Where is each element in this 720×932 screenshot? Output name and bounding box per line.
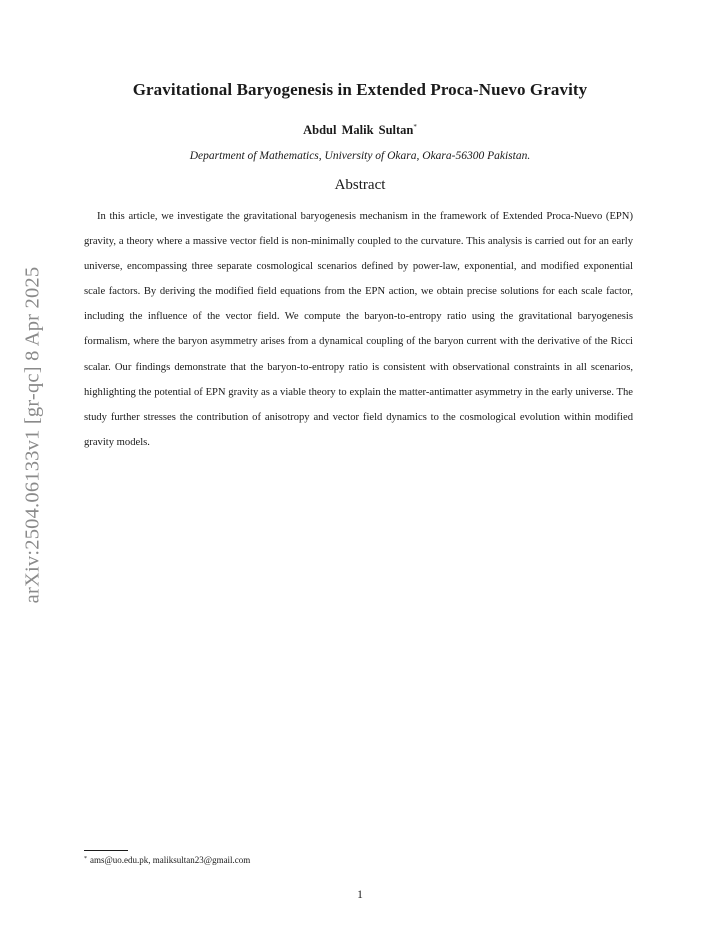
author-line bbox=[0, 123, 720, 138]
footnote-mark: * bbox=[84, 856, 87, 862]
author-footnote-mark: * bbox=[413, 123, 417, 131]
footnote-rule bbox=[84, 850, 128, 851]
abstract-body: In this article, we investigate the gravitational baryogenesis mechanism in the framework of Extended Proca-Nuevo (EPN) gravity, a theory where a massive vector field is non-minimally coupled to the curvature. This analysis is carried out for an early universe, encompassing three separate cosmological scenarios defined by power-law, exponential, and modified exponential scale factors. By deriving the modified field equations from the EPN action, we obtain precise solutions for each scale factor, including the influence of the vector field. We compute the baryon-to-entropy ratio using the gravitational baryogenesis formalism, where the baryon asymmetry arises from a dynamical coupling of the baryon current with the derivative of the Ricci scalar. Our findings demonstrate that the baryon-to-entropy ratio is consistent with observational constraints in all scenarios, highlighting the potential of EPN gravity as a viable theory to explain the matter-antimatter asymmetry in the early universe. The study further stresses the contribution of anisotropy and vector field dynamics to the cosmological evolution within modified gravity models. bbox=[84, 211, 633, 448]
footnote bbox=[84, 855, 250, 865]
footnote-email-text: ams@uo.edu.pk, maliksultan23@gmail.com bbox=[90, 855, 251, 865]
paper-title: Gravitational Baryogenesis in Extended Proca-Nuevo Gravity bbox=[132, 80, 588, 99]
author-name: Abdul Malik Sultan bbox=[303, 123, 414, 137]
author-affiliation: Department of Mathematics, University of Okara, Okara-56300 Pakistan. bbox=[189, 150, 531, 162]
abstract-heading: Abstract bbox=[334, 177, 386, 193]
arxiv-identifier-stamp: arXiv:2504.06133v1 [gr-qc] 8 Apr 2025 bbox=[21, 266, 44, 604]
page-number: 1 bbox=[357, 889, 363, 901]
